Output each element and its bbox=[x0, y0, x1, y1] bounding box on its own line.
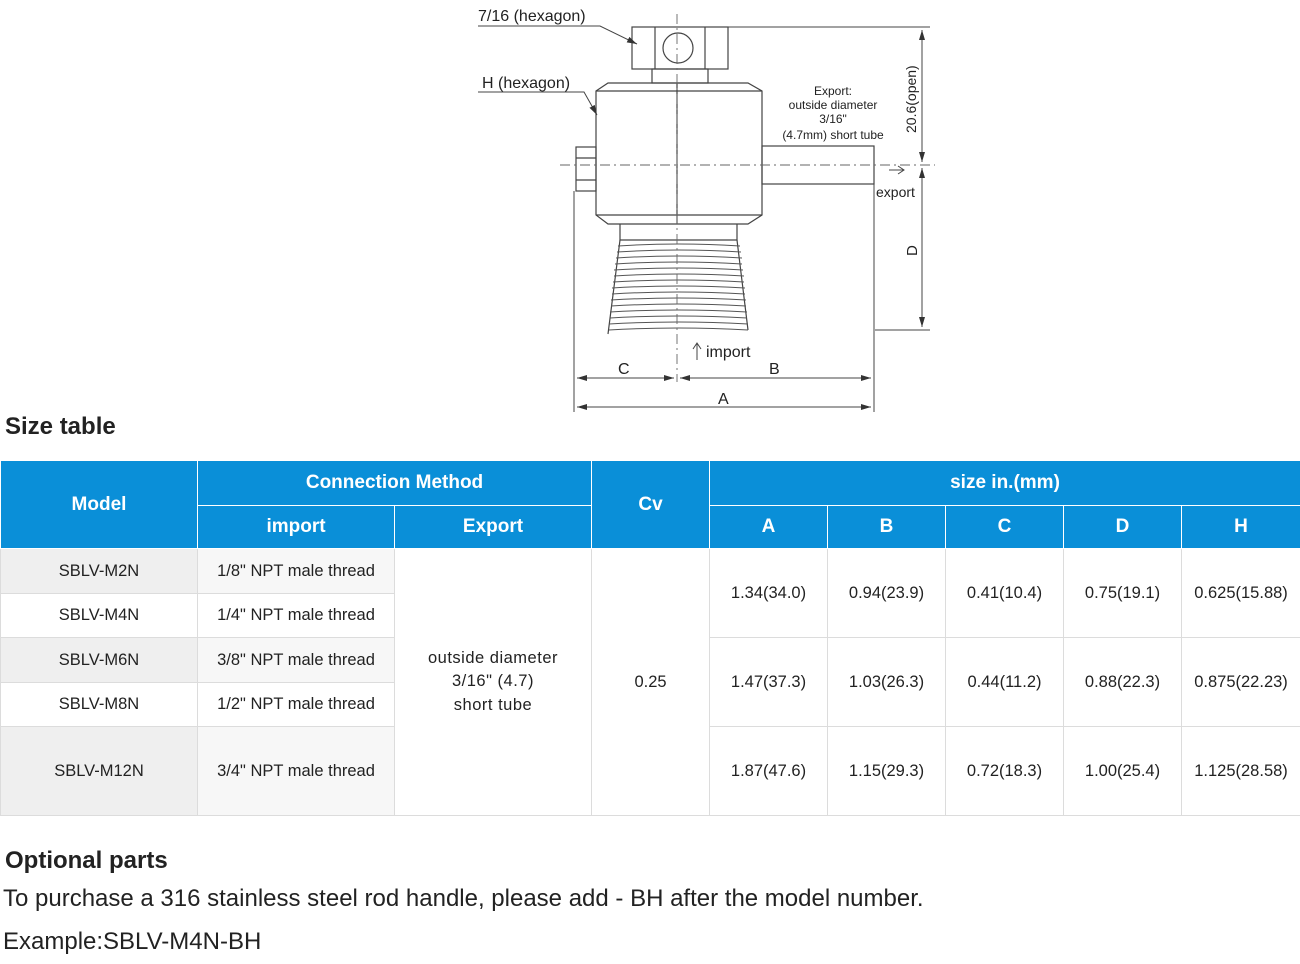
import-cell: 1/8" NPT male thread bbox=[198, 549, 395, 594]
import-cell: 1/2" NPT male thread bbox=[198, 683, 395, 727]
export-cell bbox=[395, 549, 592, 816]
label-b: B bbox=[769, 361, 780, 378]
table-row bbox=[1, 549, 1300, 594]
size-d-cell: 1.00(25.4) bbox=[1064, 727, 1182, 816]
header-c: C bbox=[946, 506, 1064, 549]
export-line: short tube bbox=[453, 695, 533, 714]
label-h-hexagon: H (hexagon) bbox=[482, 75, 571, 92]
size-d-cell: 0.88(22.3) bbox=[1064, 638, 1182, 727]
label-7-16-hexagon: 7/16 (hexagon) bbox=[478, 8, 586, 25]
size-h-cell: 0.625(15.88) bbox=[1182, 549, 1300, 638]
header-model: Model bbox=[1, 461, 198, 549]
size-c-cell: 0.44(11.2) bbox=[946, 638, 1064, 727]
label-export: export bbox=[876, 184, 915, 200]
size-d-cell: 0.75(19.1) bbox=[1064, 549, 1182, 638]
export-line: outside diameter bbox=[428, 649, 558, 668]
model-cell: SBLV-M12N bbox=[1, 727, 198, 816]
size-h-cell: 0.875(22.23) bbox=[1182, 638, 1300, 727]
size-table-title: Size table bbox=[5, 413, 116, 440]
header-connection-method: Connection Method bbox=[198, 461, 592, 506]
header-h: H bbox=[1182, 506, 1300, 549]
export-line: 3/16" (4.7) bbox=[452, 672, 534, 691]
header-a: A bbox=[710, 506, 828, 549]
header-size: size in.(mm) bbox=[710, 461, 1300, 506]
export-note-line1: Export: bbox=[813, 84, 853, 98]
size-a-cell: 1.34(34.0) bbox=[710, 549, 828, 638]
label-d: D bbox=[904, 245, 921, 256]
export-note-line4: (4.7mm) short tube bbox=[782, 128, 884, 142]
import-cell: 1/4" NPT male thread bbox=[198, 594, 395, 638]
size-b-cell: 1.15(29.3) bbox=[828, 727, 946, 816]
model-cell: SBLV-M6N bbox=[1, 638, 198, 683]
size-a-cell: 1.47(37.3) bbox=[710, 638, 828, 727]
optional-parts-example: Example:SBLV-M4N-BH bbox=[3, 928, 262, 955]
export-note-line3: 3/16" bbox=[819, 112, 847, 126]
size-c-cell: 0.41(10.4) bbox=[946, 549, 1064, 638]
model-cell: SBLV-M2N bbox=[1, 549, 198, 594]
cv-cell: 0.25 bbox=[592, 549, 710, 816]
label-c: C bbox=[618, 361, 630, 378]
thread-lines bbox=[609, 244, 748, 330]
label-a: A bbox=[718, 391, 729, 408]
header-import: import bbox=[198, 506, 395, 549]
size-table bbox=[0, 460, 1300, 816]
header-b: B bbox=[828, 506, 946, 549]
header-cv: Cv bbox=[592, 461, 710, 549]
header-export: Export bbox=[395, 506, 592, 549]
model-cell: SBLV-M4N bbox=[1, 594, 198, 638]
import-cell: 3/8" NPT male thread bbox=[198, 638, 395, 683]
optional-parts-description: To purchase a 316 stainless steel rod handle, please add - BH after the model number. bbox=[3, 885, 924, 912]
optional-parts-title: Optional parts bbox=[5, 847, 168, 874]
valve-technical-drawing bbox=[0, 0, 1300, 415]
size-h-cell: 1.125(28.58) bbox=[1182, 727, 1300, 816]
size-b-cell: 1.03(26.3) bbox=[828, 638, 946, 727]
import-cell: 3/4" NPT male thread bbox=[198, 727, 395, 816]
size-b-cell: 0.94(23.9) bbox=[828, 549, 946, 638]
label-import: import bbox=[706, 344, 751, 361]
model-cell: SBLV-M8N bbox=[1, 683, 198, 727]
label-open-dimension: 20.6(open) bbox=[903, 65, 919, 133]
export-note-line2: outside diameter bbox=[788, 98, 878, 112]
size-c-cell: 0.72(18.3) bbox=[946, 727, 1064, 816]
header-d: D bbox=[1064, 506, 1182, 549]
size-a-cell: 1.87(47.6) bbox=[710, 727, 828, 816]
